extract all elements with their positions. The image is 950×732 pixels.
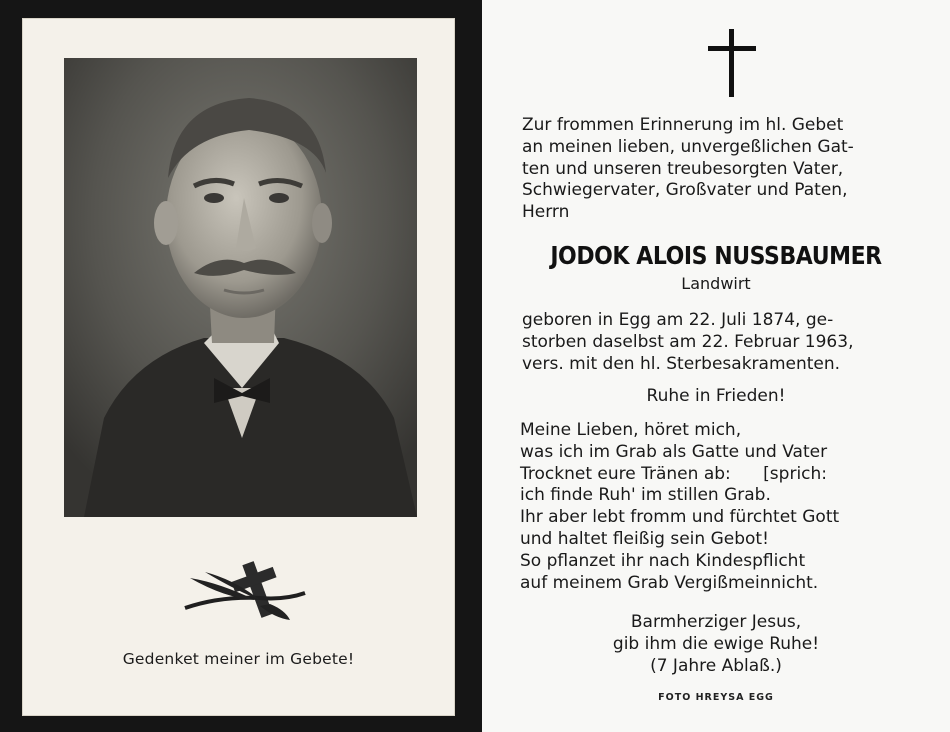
- prayer-line: (7 Jahre Ablaß.): [650, 655, 782, 676]
- poem-line: und haltet fleißig sein Gebot!: [520, 528, 769, 549]
- intro-line: an meinen lieben, unvergeßlichen Gat-: [522, 136, 854, 157]
- portrait-illustration: [64, 58, 417, 517]
- date-line: storben daselbst am 22. Februar 1963,: [522, 331, 854, 352]
- right-card: [482, 0, 950, 732]
- rest-in-peace: Ruhe in Frieden!: [646, 386, 786, 406]
- intro-line: Schwiegervater, Großvater und Paten,: [522, 180, 848, 201]
- date-line: geboren in Egg am 22. Juli 1874, ge-: [522, 310, 834, 330]
- left-card: [22, 18, 455, 716]
- cross-icon: [706, 27, 758, 99]
- poem-line: So pflanzet ihr nach Kindespflicht: [520, 550, 806, 571]
- poem: [520, 420, 940, 594]
- poem-line: Meine Lieben, höret mich,: [520, 420, 742, 440]
- left-caption: Gedenket meiner im Gebete!: [122, 650, 355, 668]
- deceased-name: JODOK ALOIS NUSSBAUMER: [550, 241, 882, 270]
- intro-line: Zur frommen Erinnerung im hl. Gebet: [522, 115, 844, 135]
- intro-line: Herrn: [522, 202, 570, 223]
- intro-text: [522, 115, 934, 224]
- prayer-line: Barmherziger Jesus,: [630, 612, 802, 632]
- poem-line: ich finde Ruh' im stillen Grab.: [520, 485, 771, 506]
- poem-line: Ihr aber lebt fromm und fürchtet Gott: [520, 507, 840, 528]
- date-line: vers. mit den hl. Sterbesakramenten.: [522, 353, 841, 374]
- poem-line: auf meinem Grab Vergißmeinnicht.: [520, 572, 819, 593]
- photo-credit: FOTO HREYSA EGG: [658, 692, 774, 703]
- palm-cross-emblem: [180, 558, 310, 628]
- intro-line: ten und unseren treubesorgten Vater,: [522, 158, 844, 179]
- prayer-line: gib ihm die ewige Ruhe!: [612, 633, 820, 654]
- portrait-photo: [64, 58, 417, 517]
- closing-prayer: [482, 612, 950, 677]
- life-dates: [522, 310, 934, 375]
- poem-line: Trocknet eure Tränen ab: [sprich:: [520, 463, 828, 484]
- poem-line: was ich im Grab als Gatte und Vater: [520, 441, 828, 462]
- occupation: Landwirt: [681, 274, 751, 293]
